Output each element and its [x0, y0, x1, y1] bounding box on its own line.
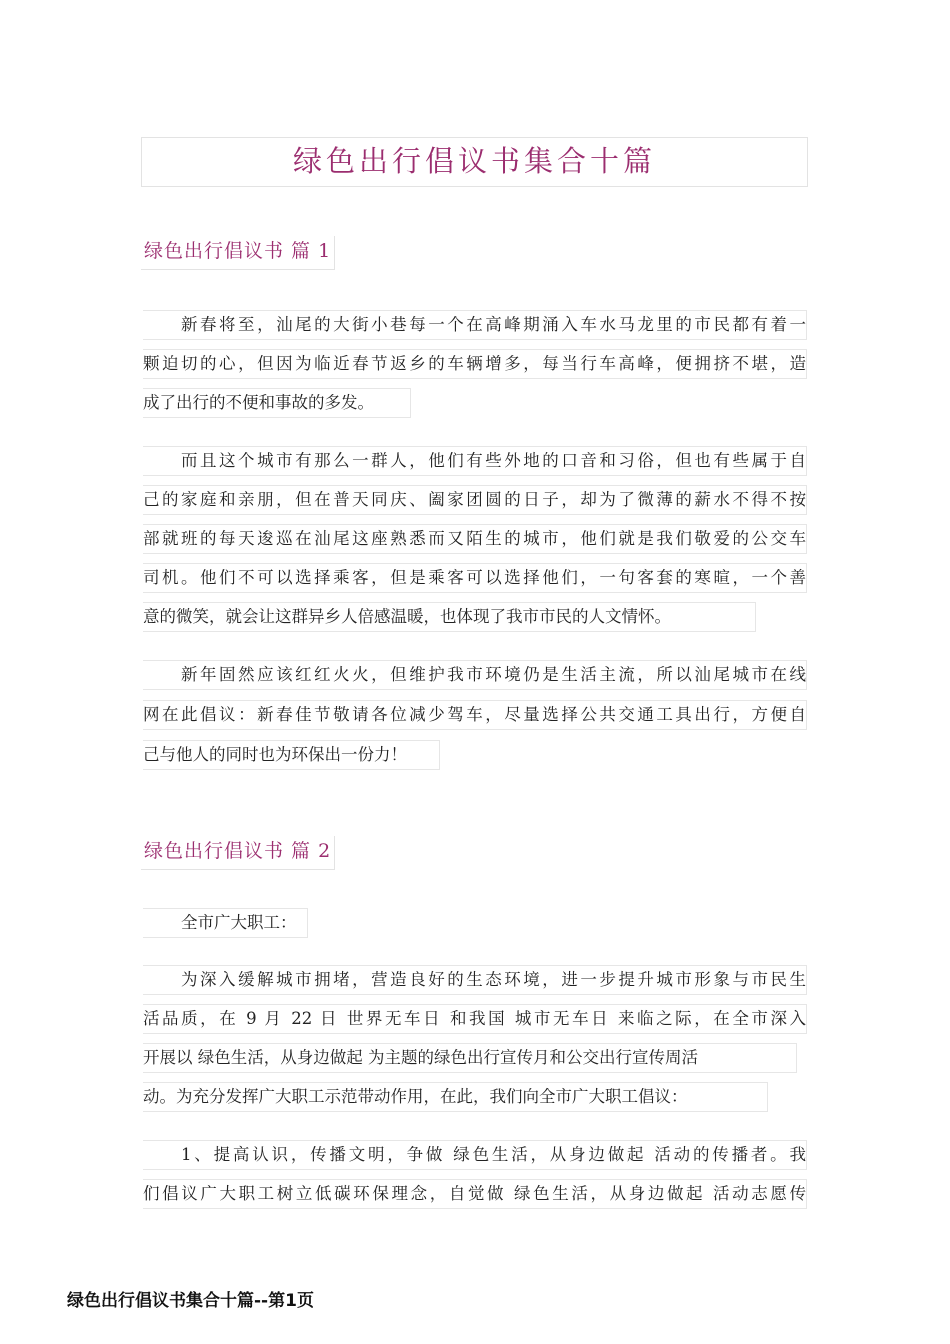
paragraph-line: 己的家庭和亲朋，但在普天同庆、阖家团圆的日子，却为了微薄的薪水不得不按 — [143, 485, 807, 515]
paragraph-line: 新年固然应该红红火火，但维护我市环境仍是生活主流，所以汕尾城市在线 — [143, 660, 807, 690]
paragraph-line: 意的微笑，就会让这群异乡人倍感温暖，也体现了我市市民的人文情怀。 — [143, 602, 756, 632]
paragraph-line: 司机。他们不可以选择乘客，但是乘客可以选择他们，一句客套的寒暄，一个善 — [143, 563, 807, 593]
paragraph-line: 颗迫切的心，但因为临近春节返乡的车辆增多，每当行车高峰，便拥挤不堪，造 — [143, 349, 807, 379]
paragraph-line: 为深入缓解城市拥堵，营造良好的生态环境，进一步提升城市形象与市民生 — [143, 965, 807, 995]
paragraph-line: 们倡议广大职工树立低碳环保理念，自觉做 绿色生活，从身边做起 活动志愿传 — [143, 1179, 807, 1209]
paragraph-line: 而且这个城市有那么一群人，他们有些外地的口音和习俗，但也有些属于自 — [143, 446, 807, 476]
paragraph-line: 动。为充分发挥广大职工示范带动作用，在此，我们向全市广大职工倡议： — [143, 1082, 768, 1112]
paragraph-line: 网在此倡议：新春佳节敬请各位减少驾车，尽量选择公共交通工具出行，方便自 — [143, 700, 807, 730]
paragraph-line: 新春将至，汕尾的大街小巷每一个在高峰期涌入车水马龙里的市民都有着一 — [143, 310, 807, 340]
paragraph-line: 开展以 绿色生活，从身边做起 为主题的绿色出行宣传月和公交出行宣传周活 — [143, 1043, 797, 1073]
page-footer: 绿色出行倡议书集合十篇--第1页 — [67, 1291, 314, 1311]
paragraph-line: 1、提高认识，传播文明，争做 绿色生活，从身边做起 活动的传播者。我 — [143, 1140, 807, 1170]
document-title-box — [141, 137, 808, 187]
paragraph-line: 己与他人的同时也为环保出一份力！ — [143, 740, 440, 770]
paragraph-line: 活品质，在 9 月 22 日 世界无车日 和我国 城市无车日 来临之际，在全市深入 — [143, 1004, 807, 1034]
section-heading: 绿色出行倡议书 篇 2 — [141, 836, 335, 870]
paragraph-line: 成了出行的不便和事故的多发。 — [143, 388, 411, 418]
section-heading: 绿色出行倡议书 篇 1 — [141, 236, 335, 270]
paragraph-line: 全市广大职工： — [143, 908, 308, 938]
paragraph-line: 部就班的每天逡巡在汕尾这座熟悉而又陌生的城市，他们就是我们敬爱的公交车 — [143, 524, 807, 554]
document-title: 绿色出行倡议书集合十篇 — [292, 144, 656, 178]
